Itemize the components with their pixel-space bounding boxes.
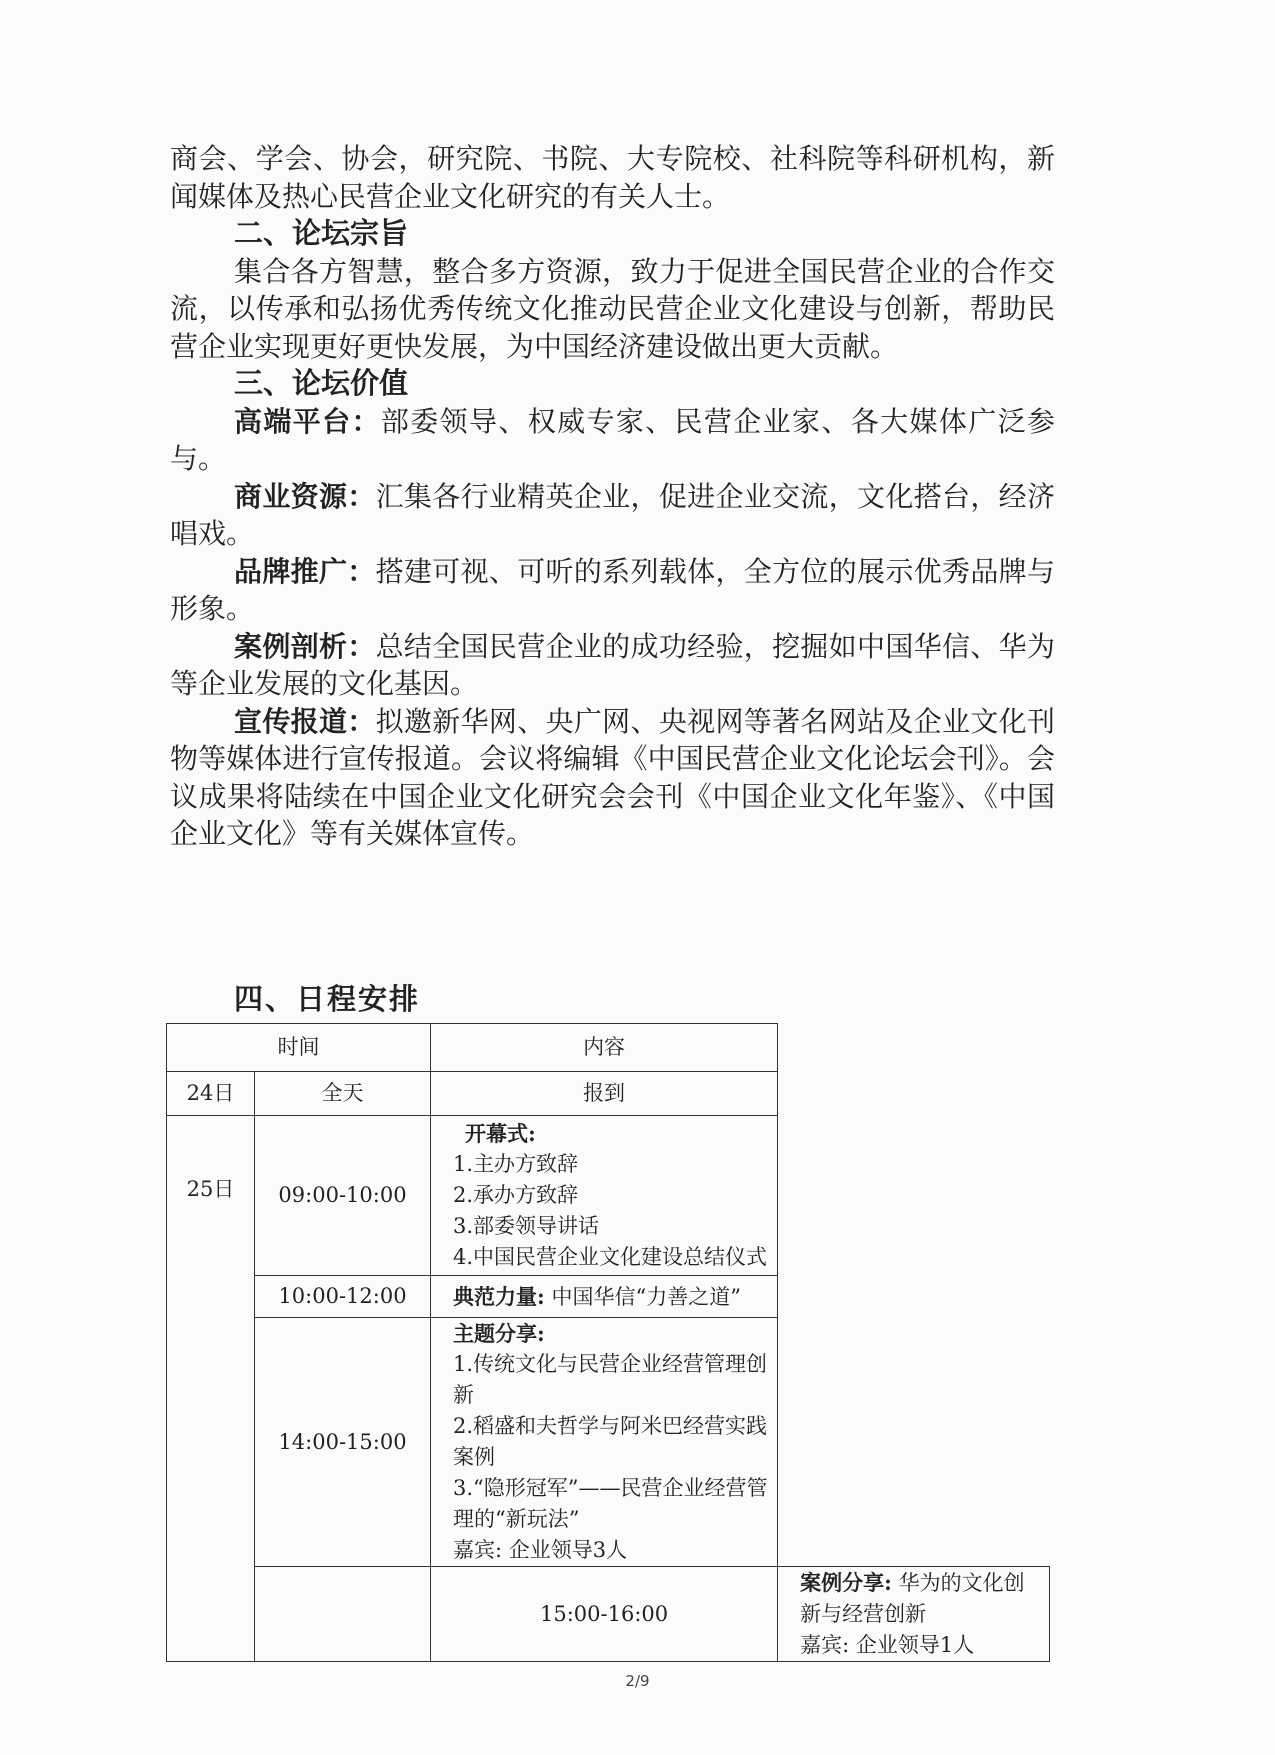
- day-label: 25日: [186, 1177, 235, 1201]
- value-label: 宣传报道：: [234, 704, 376, 738]
- table-header-row: [167, 1024, 1050, 1072]
- value-text: 汇集各行业精英企业，促进企业交流，文化搭台，经济唱戏。: [170, 479, 1055, 550]
- list-item: 4.中国民营企业文化建设总结仪式: [453, 1245, 768, 1269]
- guest-line: 嘉宾: 企业领导1人: [800, 1633, 975, 1657]
- list-item: 1.主办方致辞: [453, 1152, 579, 1176]
- content-cell: [431, 1276, 778, 1318]
- value-text: 搭建可视、可听的系列载体，全方位的展示优秀品牌与形象。: [170, 554, 1055, 625]
- list-item: 1.传统文化与民营企业经营管理创新: [453, 1352, 768, 1407]
- list-item: 3.部委领导讲话: [453, 1214, 600, 1238]
- value-label: 商业资源：: [234, 479, 376, 513]
- value-text: 部委领导、权威专家、民营企业家、各大媒体广泛参与。: [170, 404, 1055, 475]
- section-3-heading: 三、论坛价值: [234, 366, 409, 400]
- list-item: 2.承办方致辞: [453, 1183, 579, 1207]
- day-cell-empty: [255, 1567, 431, 1662]
- value-item-cases: [170, 628, 1055, 703]
- section-2-body: 集合各方智慧，整合多方资源，致力于促进全国民营企业的合作交流，以传承和弘扬优秀传统文化推动民营企业文化建设与创新，帮助民营企业实现更好更快发展，为中国经济建设做出更大贡献。: [170, 254, 1055, 363]
- day-cell: 24日: [167, 1072, 255, 1116]
- table-row: [167, 1567, 1050, 1662]
- value-label: 案例剖析：: [234, 629, 376, 663]
- time-cell: 09:00-10:00: [255, 1116, 431, 1276]
- content-cell: [431, 1318, 778, 1567]
- table-row: [167, 1276, 1050, 1318]
- value-item-branding: [170, 553, 1055, 628]
- schedule-table: [166, 1023, 1050, 1662]
- session-title: 开幕式:: [465, 1121, 536, 1146]
- value-item-resources: [170, 478, 1055, 553]
- day-cell: [167, 1116, 255, 1662]
- session-title: 主题分享:: [453, 1321, 545, 1346]
- value-label: 品牌推广：: [234, 554, 376, 588]
- table-row: [167, 1318, 1050, 1567]
- value-label: 高端平台：: [234, 404, 381, 438]
- session-text: 华为的文化创新与经营创新: [800, 1571, 1025, 1626]
- time-cell: 全天: [255, 1072, 431, 1116]
- header-time: 时间: [167, 1024, 431, 1072]
- list-item: 3.“隐形冠军”——民营企业经营管理的“新玩法”: [453, 1476, 768, 1531]
- time-cell: 15:00-16:00: [431, 1567, 778, 1662]
- session-text: 中国华信“力善之道”: [551, 1284, 741, 1309]
- session-title: 案例分享:: [800, 1570, 892, 1595]
- section-2-heading: 二、论坛宗旨: [234, 216, 409, 250]
- body-text: [170, 140, 1055, 853]
- session-title: 典范力量:: [453, 1283, 545, 1309]
- guest-line: 嘉宾: 企业领导3人: [453, 1538, 628, 1562]
- value-item-publicity: [170, 703, 1055, 853]
- content-cell: [431, 1116, 778, 1276]
- value-item-platform: [170, 403, 1055, 478]
- content-cell: 报到: [431, 1072, 778, 1116]
- time-cell: 14:00-15:00: [255, 1318, 431, 1567]
- time-cell: 10:00-12:00: [255, 1276, 431, 1318]
- table-row: [167, 1072, 1050, 1116]
- list-item: 2.稻盛和夫哲学与阿米巴经营实践案例: [453, 1414, 768, 1469]
- page-number: 2/9: [625, 1672, 650, 1690]
- section-4-heading: 四、日程安排: [234, 982, 421, 1016]
- value-text: 总结全国民营企业的成功经验，挖掘如中国华信、华为等企业发展的文化基因。: [170, 629, 1055, 700]
- content-cell: [778, 1567, 1050, 1662]
- table-row: [167, 1116, 1050, 1276]
- value-text: 拟邀新华网、央广网、央视网等著名网站及企业文化刊物等媒体进行宣传报道。会议将编辑《中国民营企业文化论坛会刊》。会议成果将陆续在中国企业文化研究会会刊《中国企业文化年鉴》、《中国企业文化》等有关媒体宣传。: [170, 704, 1055, 850]
- header-content: 内容: [431, 1024, 778, 1072]
- intro-paragraph: 商会、学会、协会，研究院、书院、大专院校、社科院等科研机构，新闻媒体及热心民营企业文化研究的有关人士。: [170, 142, 1055, 213]
